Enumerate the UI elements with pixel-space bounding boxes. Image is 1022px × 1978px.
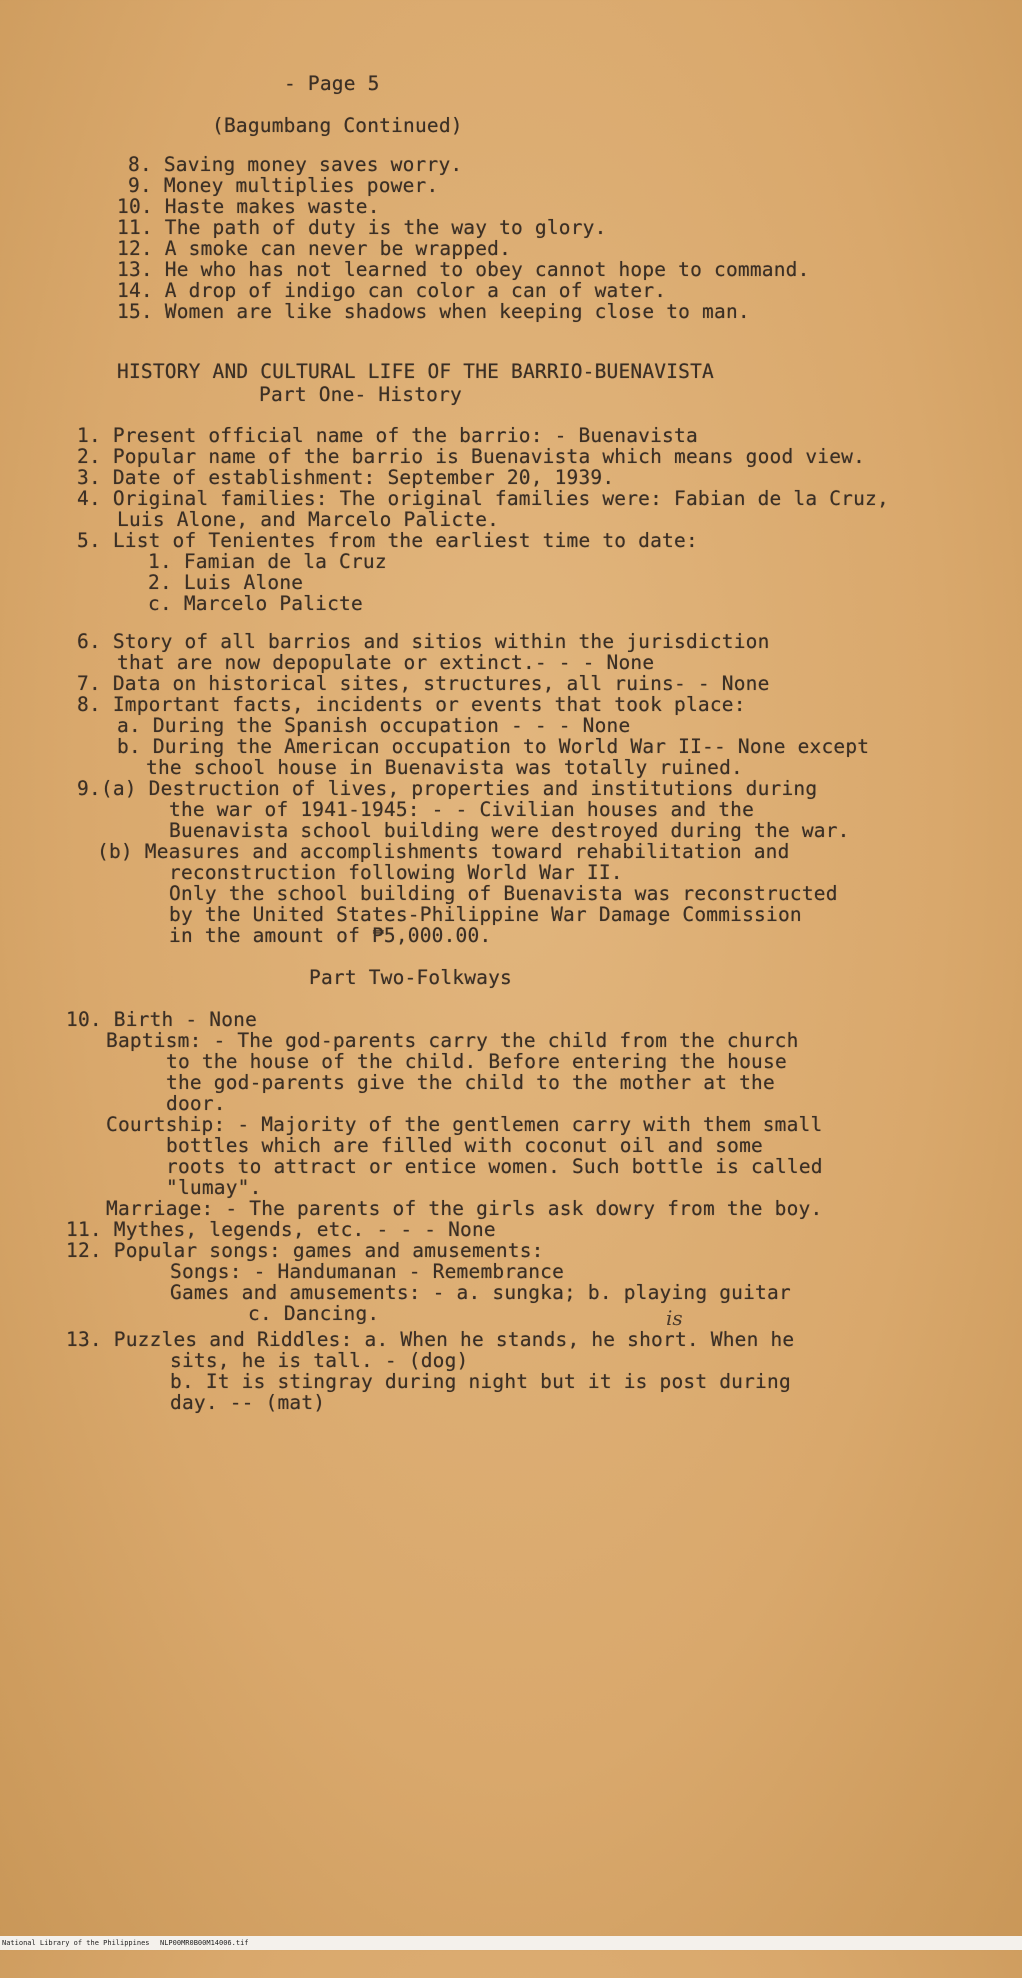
folkways-line: Baptism: - The god-parents carry the child from the church bbox=[106, 1029, 799, 1052]
history-line: Luis Alone, and Marcelo Palicte. bbox=[117, 508, 500, 531]
folkways-line: 10. Birth - None bbox=[66, 1008, 258, 1031]
history-line: 4. Original families: The original families were: Fabian de la Cruz, bbox=[77, 487, 889, 510]
folkways-line: the god-parents give the child to the mother at the bbox=[166, 1071, 775, 1094]
folkways-line: "lumay". bbox=[166, 1176, 262, 1199]
history-line: 7. Data on historical sites, structures, all ruins- - None bbox=[77, 672, 770, 695]
folkways-line: Marriage: - The parents of the girls ask dowry from the boy. bbox=[106, 1197, 823, 1220]
folkways-line: roots to attract or entice women. Such bottle is called bbox=[166, 1155, 823, 1178]
history-subtitle: Part One- History bbox=[259, 383, 462, 406]
history-line: by the United States-Philippine War Damage Commission bbox=[169, 903, 802, 926]
folkways-subtitle: Part Two-Folkways bbox=[309, 966, 512, 989]
folkways-line: Games and amusements: - a. sungka; b. playing guitar bbox=[170, 1281, 791, 1304]
history-line: b. During the American occupation to World War II-- None except bbox=[117, 735, 870, 758]
folkways-line: 12. Popular songs: games and amusements: bbox=[66, 1239, 544, 1262]
folkways-line: 11. Mythes, legends, etc. - - - None bbox=[66, 1218, 496, 1241]
library-credit: National Library of the Philippines bbox=[2, 1939, 150, 1947]
list-item: 12. A smoke can never be wrapped. bbox=[117, 237, 512, 260]
history-line: 1. Present official name of the barrio: - Buenavista bbox=[77, 424, 698, 447]
history-line: reconstruction following World War II. bbox=[169, 861, 623, 884]
list-item: 13. He who has not learned to obey cannot hope to command. bbox=[117, 258, 810, 281]
history-line: 6. Story of all barrios and sitios within the jurisdiction bbox=[77, 630, 770, 653]
history-line: 2. Luis Alone bbox=[148, 571, 304, 594]
history-line: the war of 1941-1945: - - Civilian houses and the bbox=[169, 798, 755, 821]
scan-footer bbox=[0, 1936, 1022, 1950]
file-name: NLP00MR0B00M14006.tif bbox=[160, 1939, 249, 1947]
handwritten-insert: is bbox=[666, 1306, 683, 1330]
list-item: 10. Haste makes waste. bbox=[117, 195, 380, 218]
list-item: 8. Saving money saves worry. bbox=[128, 153, 463, 176]
folkways-line: b. It is stingray during night but it is post during bbox=[170, 1370, 791, 1393]
list-item: 11. The path of duty is the way to glory. bbox=[117, 216, 607, 239]
history-line: 1. Famian de la Cruz bbox=[148, 550, 387, 573]
folkways-line: Courtship: - Majority of the gentlemen carry with them small bbox=[106, 1113, 823, 1136]
history-title: HISTORY AND CULTURAL LIFE OF THE BARRIO-BUENAVISTA bbox=[117, 360, 714, 383]
folkways-line: sits, he is tall. - (dog) bbox=[170, 1349, 469, 1372]
history-line: the school house in Buenavista was totally ruined. bbox=[146, 756, 743, 779]
history-line: 5. List of Tenientes from the earliest time to date: bbox=[77, 529, 698, 552]
continued-heading: (Bagumbang Continued) bbox=[212, 114, 463, 137]
folkways-line: day. -- (mat) bbox=[170, 1391, 326, 1414]
list-item: 14. A drop of indigo can color a can of water. bbox=[117, 279, 667, 302]
folkways-line: door. bbox=[166, 1092, 226, 1115]
list-item: 15. Women are like shadows when keeping close to man. bbox=[117, 300, 750, 323]
history-line: 9.(a) Destruction of lives, properties and institutions during bbox=[77, 777, 818, 800]
folkways-line: to the house of the child. Before entering the house bbox=[166, 1050, 787, 1073]
list-item: 9. Money multiplies power. bbox=[128, 174, 439, 197]
folkways-line: bottles which are filled with coconut oil and some bbox=[166, 1134, 763, 1157]
history-line: a. During the Spanish occupation - - - None bbox=[117, 714, 631, 737]
folkways-line: c. Dancing. bbox=[248, 1302, 380, 1325]
folkways-line: Songs: - Handumanan - Remembrance bbox=[170, 1260, 565, 1283]
history-line: 8. Important facts, incidents or events that took place: bbox=[77, 693, 746, 716]
history-line: Only the school building of Buenavista was reconstructed bbox=[169, 882, 838, 905]
history-line: 2. Popular name of the barrio is Buenavista which means good view. bbox=[77, 445, 866, 468]
history-line: (b) Measures and accomplishments toward rehabilitation and bbox=[97, 840, 790, 863]
history-line: c. Marcelo Palicte bbox=[148, 592, 363, 615]
history-line: that are now depopulate or extinct.- - - None bbox=[117, 651, 655, 674]
history-line: in the amount of ₱5,000.00. bbox=[169, 924, 492, 947]
page-number: - Page 5 bbox=[284, 72, 380, 95]
folkways-line: 13. Puzzles and Riddles: a. When he stands, he short. When he bbox=[66, 1328, 795, 1351]
history-line: 3. Date of establishment: September 20, 1939. bbox=[77, 466, 615, 489]
history-line: Buenavista school building were destroyed during the war. bbox=[169, 819, 850, 842]
